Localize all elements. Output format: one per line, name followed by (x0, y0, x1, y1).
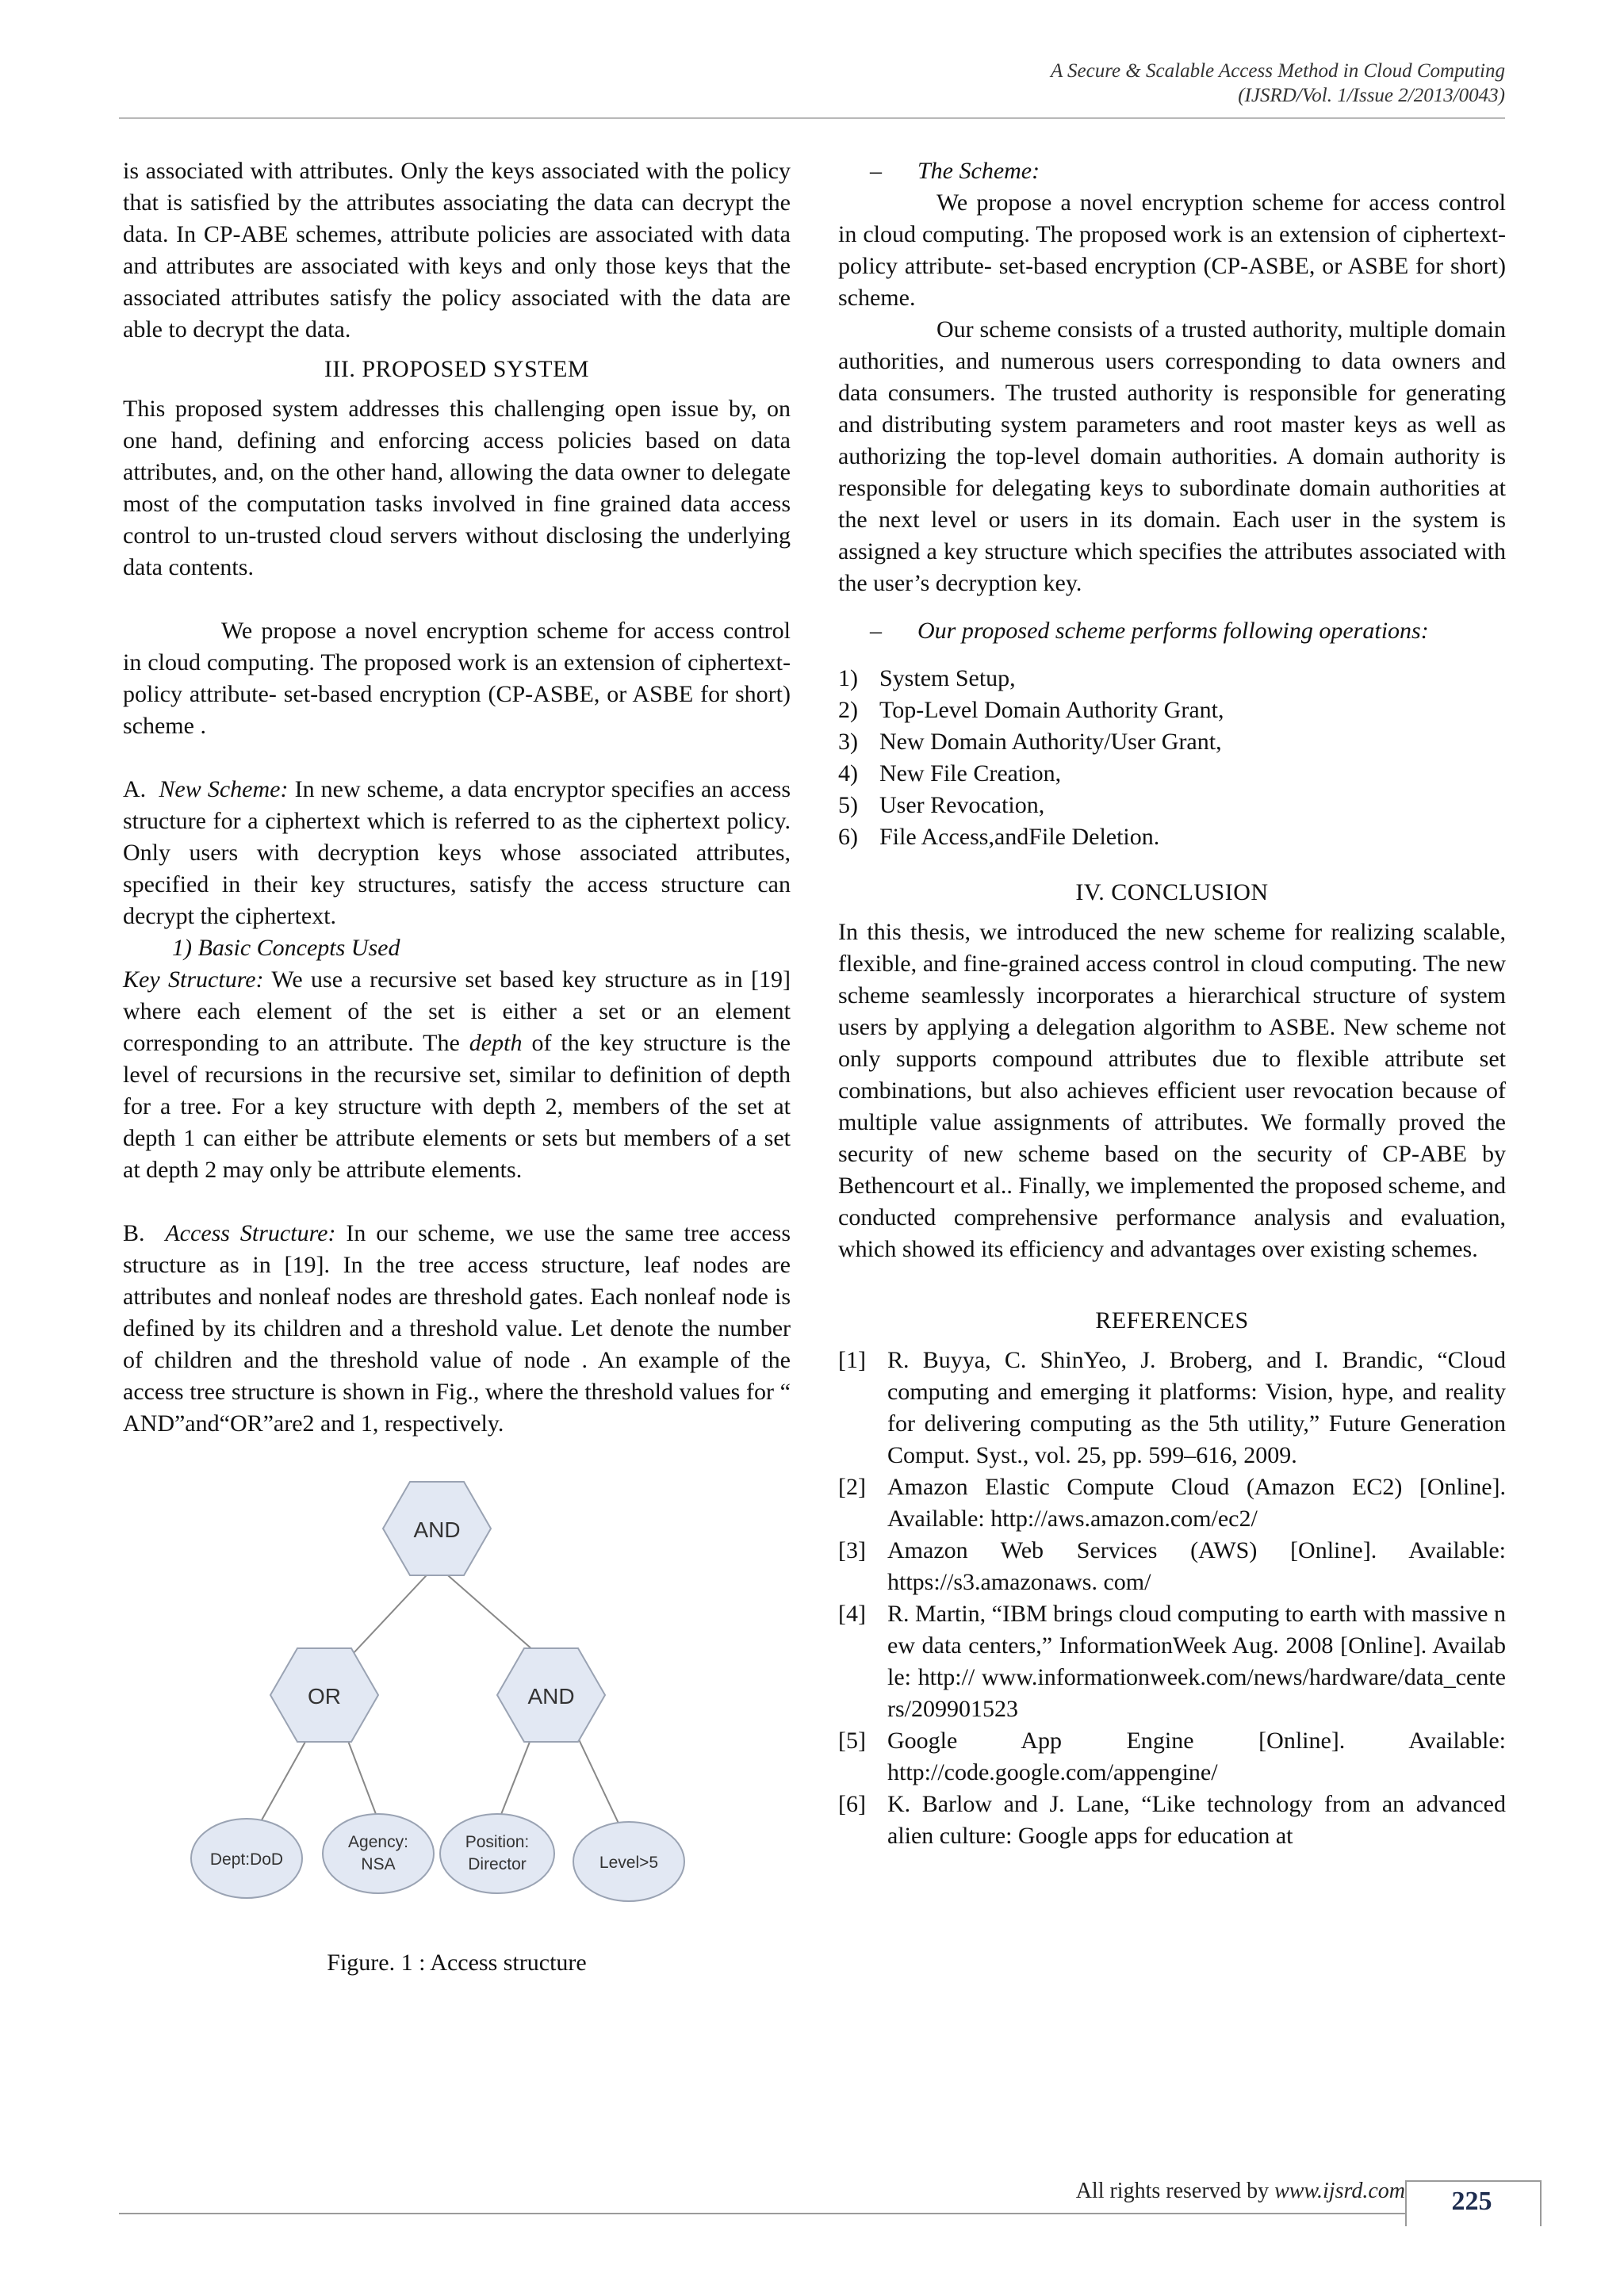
reference-text: Amazon Web Services (AWS) [Online]. Available: https://s3.amazonaws. com/ (887, 1537, 1506, 1595)
conclusion-paragraph: In this thesis, we introduced the new scheme for realizing scalable, flexible, and fine-grained access control in cloud computing. The new scheme seamlessly incorporates a hierarchical structure of system users by applying a delegation algorithm to ASBE. New scheme not only supports compound attributes due to flexible attribute set combinations, but also achieves efficient user revocation because of multiple value assignments of attributes. We formally proved the security of new scheme based on the security of CP-ABE by Bethencourt et al.. Finally, we implemented the proposed scheme, and conducted comprehensive performance analysis and evaluation, which showed its efficiency and advantages over existing schemes. (838, 919, 1506, 1262)
reference-item (838, 1345, 1506, 1471)
running-header (1051, 59, 1505, 108)
reference-item (838, 1535, 1506, 1598)
list-item-number: 2) (838, 697, 858, 723)
new-scheme-text: In new scheme, a data encryptor specifies an access structure for a ciphertext which is referred to as the ciphertext policy. Only users with decryption keys whose associated attributes, specified in their key structures, satisfy the access structure can decrypt the ciphertext. (123, 776, 791, 929)
label-level: Level>5 (599, 1854, 659, 1872)
depth-term: depth (469, 1030, 523, 1056)
references-title: REFERENCES (1095, 1307, 1249, 1334)
list-item-number: 6) (838, 824, 858, 850)
access-tree-diagram (123, 1471, 791, 1915)
reference-text: K. Barlow and J. Lane, “Like technology from an advanced alien culture: Google apps for education at (887, 1791, 1506, 1849)
leaf-position (440, 1814, 554, 1893)
section-4-title: IV. CONCLUSION (1075, 879, 1269, 905)
left-column (123, 155, 791, 1979)
figure-caption: Figure. 1 : Access structure (327, 1950, 587, 1976)
scheme-heading (838, 155, 1506, 187)
scheme-dash: – (870, 158, 882, 184)
footer-rights-text: All rights reserved by (1075, 2179, 1275, 2203)
reference-text: Amazon Elastic Compute Cloud (Amazon EC2) [Online]. Available: http://aws.amazon.com/ec2/ (887, 1474, 1506, 1532)
list-item-text: File Access,andFile Deletion. (879, 824, 1160, 850)
access-structure-paragraph (123, 1218, 791, 1440)
list-item (838, 758, 1506, 790)
reference-item (838, 1789, 1506, 1852)
key-structure-text-1: We use a recursive set based key structure as in [19] where each element of the set is either a set or an element corresponding to an attribute. The (123, 966, 791, 1056)
section-a-label: A. (123, 776, 147, 802)
list-item-text: User Revocation, (879, 792, 1045, 818)
label-agency-2: NSA (361, 1855, 396, 1873)
reference-number: [6] (838, 1791, 866, 1817)
subsection-basic-concepts: 1) Basic Concepts Used (172, 935, 400, 961)
edge-root-or (340, 1565, 436, 1667)
list-item-number: 5) (838, 792, 858, 818)
reference-number: [4] (838, 1601, 866, 1627)
label-dept: Dept:DoD (209, 1850, 284, 1869)
header-rule (119, 117, 1505, 119)
operations-title: Our proposed scheme performs following operations: (917, 618, 1429, 644)
footer-rule (119, 2213, 1419, 2214)
list-item-text: New File Creation, (879, 760, 1062, 786)
label-root: AND (413, 1517, 461, 1542)
operations-list (838, 663, 1506, 853)
proposed-system-paragraph: This proposed system addresses this challenging open issue by, on one hand, defining and enforcing access policies based on data attributes, and, on the other hand, allowing the data owner to delegate most of the computation tasks involved in fine grained data access control to un-trusted cloud servers without disclosing the underlying data contents. (123, 396, 791, 580)
intro-paragraph: is associated with attributes. Only the keys associated with the policy that is satisfied by the attributes associating the data can decrypt the data. In CP-ABE schemes, attribute policies are associated with data and attributes are associated with keys and only those keys that the associated attributes satisfy the policy associated with the data are able to decrypt the data. (123, 158, 791, 342)
operations-dash: – (870, 618, 882, 644)
list-item (838, 821, 1506, 853)
reference-item (838, 1598, 1506, 1725)
right-column (838, 155, 1506, 1852)
access-structure-figure (123, 1471, 791, 1947)
list-item (838, 790, 1506, 821)
access-structure-title: Access Structure: (165, 1220, 336, 1246)
reference-text: R. Buyya, C. ShinYeo, J. Broberg, and I. Brandic, “Cloud computing and emerging it platforms: Vision, hype, and reality for delivering computing as the 5th utility,” Future Generation Comput. Syst., vol. 25, pp. 599–616, 2009. (887, 1347, 1506, 1468)
footer-site-link[interactable]: www.ijsrd.com (1274, 2179, 1405, 2203)
access-structure-text: In our scheme, we use the same tree access structure as in [19]. In the tree access structure, leaf nodes are attributes and nonleaf nodes are threshold gates. Each nonleaf node is defined by its children and a threshold value. Let denote the number of children and the threshold value of node . An example of the access tree structure is shown in Fig., where the threshold values for “ AND”and“OR”are2 and 1, respectively. (123, 1220, 791, 1437)
label-or: OR (308, 1684, 341, 1709)
footer-rights (1076, 2179, 1405, 2204)
list-item (838, 663, 1506, 695)
leaf-agency (323, 1814, 434, 1893)
scheme-title: The Scheme: (917, 158, 1040, 184)
list-item-text: New Domain Authority/User Grant, (879, 729, 1222, 755)
reference-number: [2] (838, 1474, 866, 1500)
scheme-paragraph-2: Our scheme consists of a trusted authority, multiple domain authorities, and numerous users corresponding to data owners and data consumers. The trusted authority is responsible for generating and distributing system parameters and root master keys as well as authorizing the top-level domain authorities. A domain authority is responsible for delegating keys to subordinate domain authorities at the next level or users in its domain. Each user in the system is assigned a key structure which specifies the attributes associated with the user’s decryption key. (838, 316, 1506, 596)
references-list (838, 1345, 1506, 1852)
operations-heading (838, 615, 1506, 647)
list-item (838, 726, 1506, 758)
section-3-title: III. PROPOSED SYSTEM (324, 356, 590, 382)
reference-item (838, 1725, 1506, 1789)
page-number: 225 (1451, 2187, 1492, 2216)
reference-text: R. Martin, “IBM brings cloud computing to earth with massive new data centers,” InformationWeek Aug. 2008 [Online]. Available: http:// www.informationweek.com/news/hardware/data_centers/209901523 (887, 1601, 1506, 1722)
label-and: AND (527, 1684, 575, 1709)
key-structure-title: Key Structure: (123, 966, 264, 993)
list-item (838, 695, 1506, 726)
propose-paragraph: We propose a novel encryption scheme for access control in cloud computing. The proposed work is an extension of ciphertext-policy attribute- set-based encryption (CP-ASBE, or ASBE for short) scheme . (123, 618, 791, 739)
reference-number: [1] (838, 1347, 866, 1373)
scheme-paragraph-1: We propose a novel encryption scheme for access control in cloud computing. The proposed work is an extension of ciphertext-policy attribute- set-based encryption (CP-ASBE, or ASBE for short) scheme. (838, 189, 1506, 311)
list-item-text: System Setup, (879, 665, 1016, 691)
reference-number: [3] (838, 1537, 866, 1563)
reference-text: Google App Engine [Online]. Available: http://code.google.com/appengine/ (887, 1728, 1506, 1785)
list-item-number: 1) (838, 665, 858, 691)
list-item-text: Top-Level Domain Authority Grant, (879, 697, 1224, 723)
label-agency-1: Agency: (348, 1833, 408, 1851)
new-scheme-paragraph (123, 774, 791, 932)
section-b-label: B. (123, 1220, 145, 1246)
list-item-number: 4) (838, 760, 858, 786)
label-position-1: Position: (465, 1833, 530, 1851)
reference-item (838, 1471, 1506, 1535)
label-position-2: Director (468, 1855, 527, 1873)
header-title: A Secure & Scalable Access Method in Cloud Computing (1050, 60, 1505, 82)
header-journal: (IJSRD/Vol. 1/Issue 2/2013/0043) (1238, 85, 1505, 106)
list-item-number: 3) (838, 729, 858, 755)
new-scheme-title: New Scheme: (159, 776, 289, 802)
key-structure-paragraph (123, 964, 791, 1186)
key-structure-text-2: of the key structure is the level of recursions in the recursive set, similar to definition of depth for a tree. For a key structure with depth 2, members of the set at depth 1 can either be attribute elements or sets but members of a set at depth 2 may only be attribute elements. (123, 1030, 791, 1183)
reference-number: [5] (838, 1728, 866, 1754)
